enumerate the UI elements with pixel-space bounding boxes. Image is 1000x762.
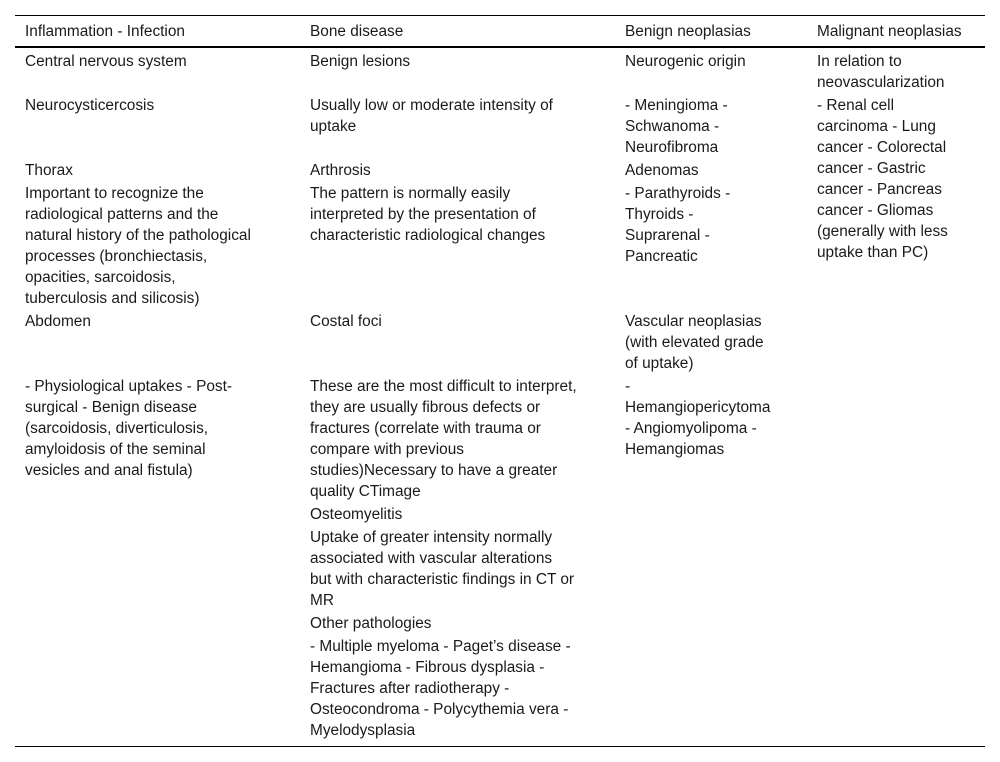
section-benign-lesions: Benign lesions: [310, 53, 411, 70]
header-bone-disease: Bone disease: [310, 23, 404, 40]
text-abdomen-detail: - Physiological uptakes - Post- surgical - Benign disease (sarcoidosis, diverticulosis, amyloidosis of the seminal vesicles and anal fistula): [25, 378, 233, 479]
text-arthrosis-detail: The pattern is normally easily interpreted by the presentation of characteristic radiological changes: [310, 185, 546, 244]
text-vascular-detail: - Hemangiopericytoma - Angiomyolipoma - Hemangiomas: [625, 378, 771, 458]
section-vascular-neoplasias: Vascular neoplasias (with elevated grade of uptake): [625, 313, 764, 372]
section-costal-foci: Costal foci: [310, 313, 382, 330]
section-central-nervous-system: Central nervous system: [25, 53, 187, 70]
text-osteomyelitis-detail: Uptake of greater intensity normally associated with vascular alterations but with characteristic findings in CT or MR: [310, 529, 575, 609]
text-neurocysticercosis: Neurocysticercosis: [25, 97, 155, 114]
section-arthrosis: Arthrosis: [310, 162, 371, 179]
section-other-pathologies: Other pathologies: [310, 615, 432, 632]
header-malignant-neoplasias: Malignant neoplasias: [817, 23, 962, 40]
section-adenomas: Adenomas: [625, 162, 699, 179]
section-thorax: Thorax: [25, 162, 73, 179]
pathology-table: [15, 15, 985, 747]
section-abdomen: Abdomen: [25, 313, 91, 330]
header-benign-neoplasias: Benign neoplasias: [625, 23, 751, 40]
text-neurogenic-detail: - Meningioma - Schwanoma - Neurofibroma: [625, 97, 728, 156]
text-costal-foci-detail: These are the most difficult to interpret, they are usually fibrous defects or fractures (correlate with trauma or compare with previous studies)Necessary to have a greater quality CTimage: [310, 378, 577, 500]
table-header-row: [15, 16, 985, 48]
section-osteomyelitis: Osteomyelitis: [310, 506, 403, 523]
text-malignant-list: - Renal cell carcinoma - Lung cancer - Colorectal cancer - Gastric cancer - Pancreas cancer - Gliomas (generally with less uptake than PC): [817, 97, 948, 261]
text-thorax-detail: Important to recognize the radiological patterns and the natural history of the pathological processes (bronchiectasis, opacities, sarcoidosis, tuberculosis and silicosis): [25, 185, 251, 307]
header-inflammation-infection: Inflammation - Infection: [25, 23, 185, 40]
text-benign-lesions-detail: Usually low or moderate intensity of uptake: [310, 97, 553, 135]
section-neurogenic-origin: Neurogenic origin: [625, 53, 746, 70]
text-adenomas-detail: - Parathyroids - Thyroids - Suprarenal - Pancreatic: [625, 185, 731, 265]
text-other-pathologies-detail: - Multiple myeloma - Paget’s disease - Hemangioma - Fibrous dysplasia - Fractures after radiotherapy - Osteocondroma - Polycythemia vera - Myelodysplasia: [310, 638, 571, 739]
section-neovascularization: In relation to neovascularization: [817, 53, 945, 91]
